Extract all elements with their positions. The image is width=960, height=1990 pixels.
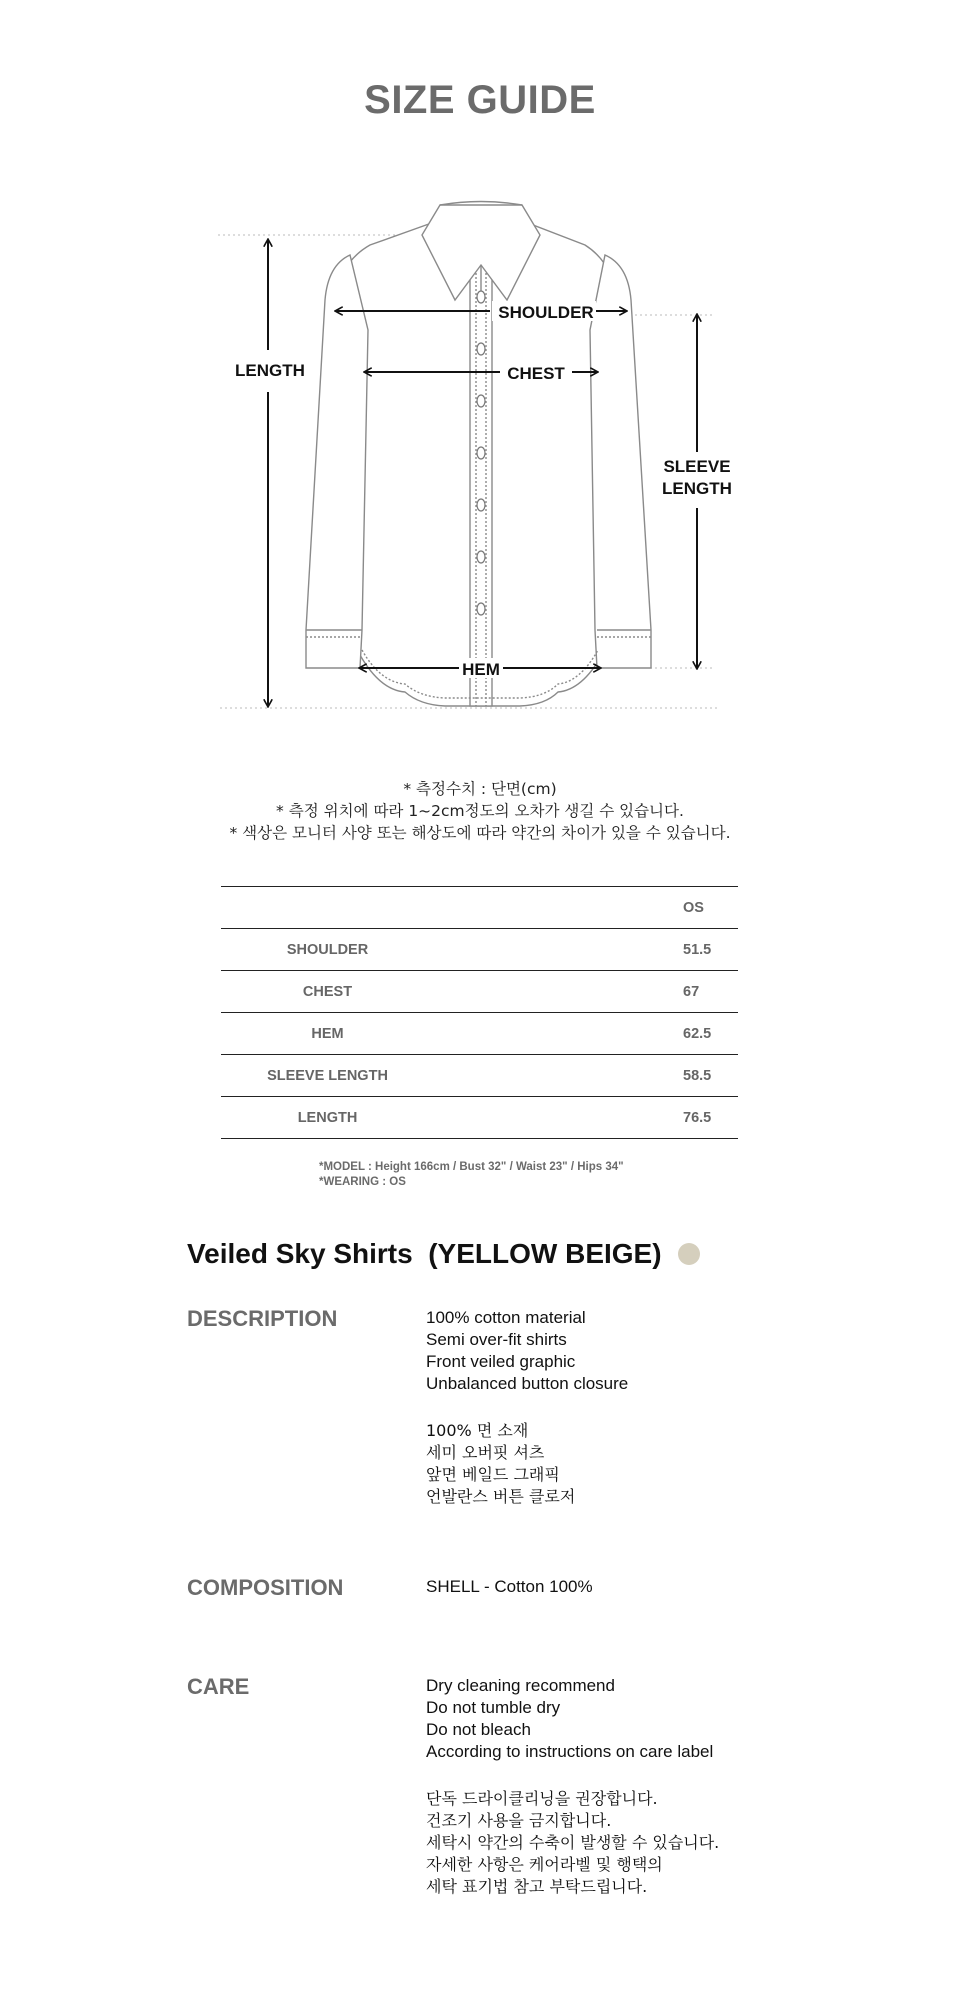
- table-row: [221, 971, 738, 1013]
- composition-text: SHELL - Cotton 100%: [426, 1577, 593, 1596]
- shirt-measurement-diagram: [0, 180, 960, 740]
- description-body: [426, 1307, 628, 1508]
- product-name: Veiled Sky Shirts: [187, 1238, 413, 1269]
- description-line-ko: 세미 오버핏 셔츠: [426, 1443, 545, 1462]
- table-header-cell: [221, 887, 434, 929]
- table-row: [221, 929, 738, 971]
- chest-label: CHEST: [507, 364, 565, 383]
- row-label: HEM: [221, 1013, 434, 1055]
- table-row: [221, 1097, 738, 1139]
- care-line-ko: 건조기 사용을 금지합니다.: [426, 1811, 612, 1830]
- note-line: * 측정수치 : 단면(cm): [403, 780, 557, 798]
- description-line-ko: 언발란스 버튼 클로저: [426, 1487, 576, 1506]
- row-value: 51.5: [434, 929, 738, 971]
- table-row: [221, 1013, 738, 1055]
- product-color: (YELLOW BEIGE): [428, 1238, 662, 1269]
- table-row: [221, 1055, 738, 1097]
- model-info-line: *MODEL : Height 166cm / Bust 32" / Waist 23" / Hips 34": [319, 1161, 624, 1173]
- measurement-notes: [0, 778, 960, 844]
- sleeve-length-label-line1: SLEEVE: [663, 457, 731, 476]
- note-line: * 측정 위치에 따라 1~2cm정도의 오차가 생길 수 있습니다.: [276, 802, 684, 820]
- care-line-ko: 세탁 표기법 참고 부탁드립니다.: [426, 1877, 648, 1896]
- table-header-os: OS: [434, 887, 738, 929]
- product-title: [187, 1238, 700, 1270]
- care-line: Dry cleaning recommend: [426, 1676, 615, 1695]
- table-header-row: [221, 887, 738, 929]
- care-line-ko: 세탁시 약간의 수축이 발생할 수 있습니다.: [426, 1833, 720, 1852]
- description-line-ko: 100% 면 소재: [426, 1421, 529, 1440]
- row-value: 62.5: [434, 1013, 738, 1055]
- row-value: 76.5: [434, 1097, 738, 1139]
- row-label: CHEST: [221, 971, 434, 1013]
- description-line-ko: 앞면 베일드 그래픽: [426, 1465, 560, 1484]
- composition-body: [426, 1576, 593, 1598]
- care-body: [426, 1675, 719, 1898]
- description-line: 100% cotton material: [426, 1308, 586, 1327]
- care-heading: CARE: [187, 1674, 250, 1699]
- care-line: Do not bleach: [426, 1720, 531, 1739]
- composition-heading: COMPOSITION: [187, 1575, 344, 1600]
- care-line: According to instructions on care label: [426, 1742, 714, 1761]
- hem-label: HEM: [462, 660, 500, 679]
- row-value: 67: [434, 971, 738, 1013]
- row-label: SLEEVE LENGTH: [221, 1055, 434, 1097]
- row-label: LENGTH: [221, 1097, 434, 1139]
- color-swatch: [678, 1243, 700, 1265]
- size-table: [221, 886, 738, 1139]
- description-heading: DESCRIPTION: [187, 1306, 338, 1331]
- care-line: Do not tumble dry: [426, 1698, 561, 1717]
- care-line-ko: 단독 드라이클리닝을 권장합니다.: [426, 1789, 658, 1808]
- description-line: Semi over-fit shirts: [426, 1330, 567, 1349]
- description-line: Unbalanced button closure: [426, 1374, 629, 1393]
- row-value: 58.5: [434, 1055, 738, 1097]
- model-info: [319, 1160, 624, 1190]
- note-line: * 색상은 모니터 사양 또는 해상도에 따라 약간의 차이가 있을 수 있습니다.: [229, 824, 731, 842]
- care-line-ko: 자세한 사항은 케어라벨 및 행택의: [426, 1855, 663, 1874]
- row-label: SHOULDER: [221, 929, 434, 971]
- sleeve-length-label-line2: LENGTH: [662, 479, 732, 498]
- description-line: Front veiled graphic: [426, 1352, 576, 1371]
- wearing-info-line: *WEARING : OS: [319, 1176, 406, 1188]
- length-label: LENGTH: [235, 361, 305, 380]
- shoulder-label: SHOULDER: [498, 303, 594, 322]
- page-title: SIZE GUIDE: [364, 78, 596, 122]
